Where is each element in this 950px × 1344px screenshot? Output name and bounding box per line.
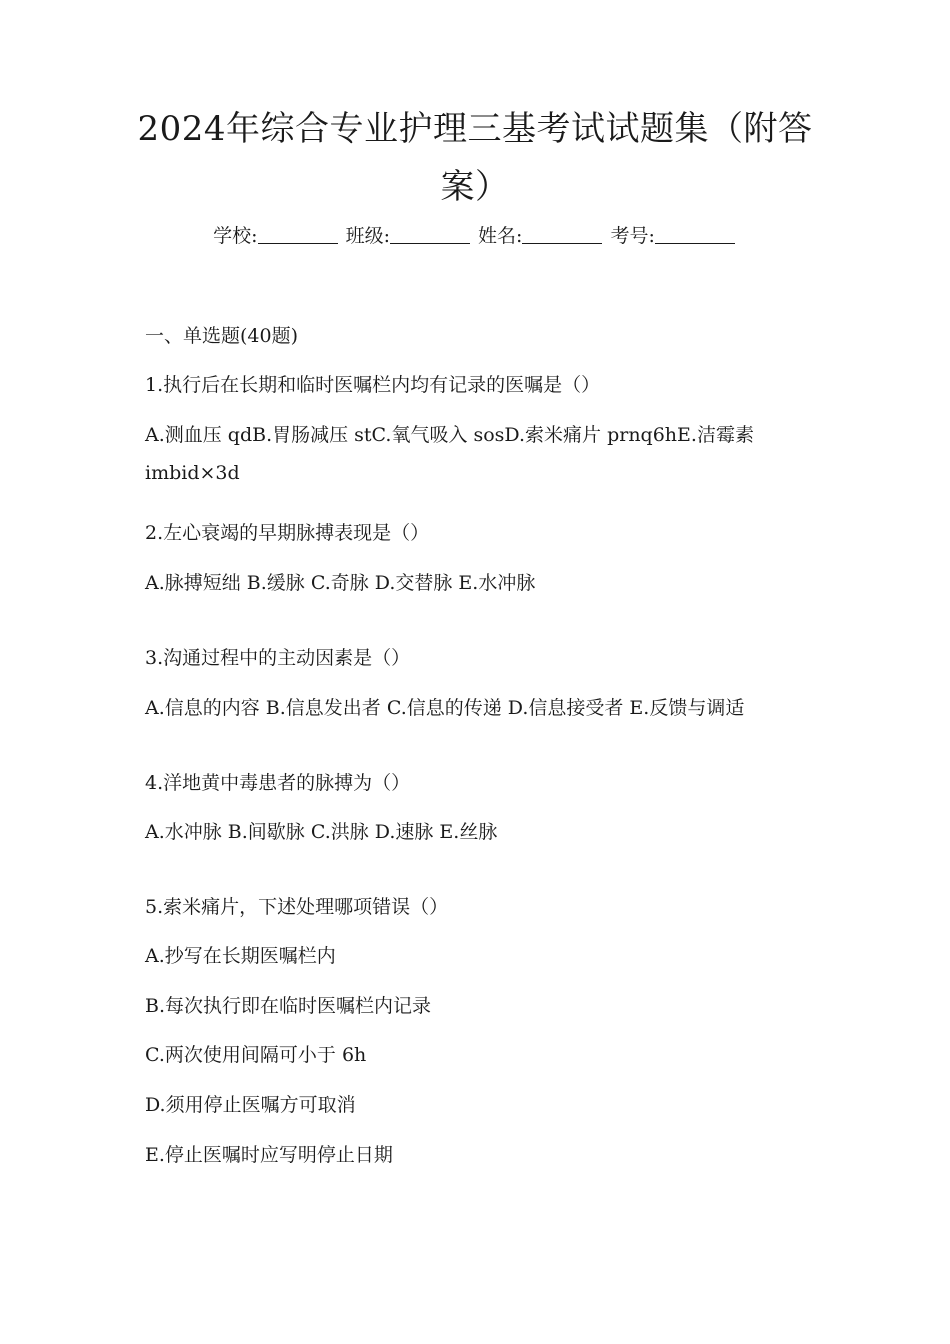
class-blank[interactable] (390, 223, 470, 244)
school-label: 学校: (213, 225, 258, 247)
question-2-options: A.脉搏短绌 B.缓脉 C.奇脉 D.交替脉 E.水冲脉 (145, 572, 536, 594)
section-heading: 一、单选题(40题) (145, 325, 299, 347)
question-5-stem: 5.索米痛片，下述处理哪项错误（） (145, 896, 449, 918)
question-4-options: A.水冲脉 B.间歇脉 C.洪脉 D.速脉 E.丝脉 (145, 821, 498, 843)
question-3-stem: 3.沟通过程中的主动因素是（） (145, 647, 411, 669)
class-label: 班级: (345, 225, 390, 247)
question-4-stem: 4.洋地黄中毒患者的脉搏为（） (145, 772, 411, 794)
question-5-option-a: A.抄写在长期医嘱栏内 (145, 945, 336, 967)
question-2-stem: 2.左心衰竭的早期脉搏表现是（） (145, 522, 430, 544)
question-5-option-d: D.须用停止医嘱方可取消 (145, 1094, 356, 1116)
document-title: 2024年综合专业护理三基考试试题集（附答案） (137, 109, 813, 207)
student-info-line (0, 222, 950, 250)
question-5-option-c: C.两次使用间隔可小于 6h (145, 1044, 367, 1066)
name-blank[interactable] (522, 223, 602, 244)
question-3-options: A.信息的内容 B.信息发出者 C.信息的传递 D.信息接受者 E.反馈与调适 (145, 697, 745, 719)
exam-number-label: 考号: (610, 225, 655, 247)
question-5-option-e: E.停止医嘱时应写明停止日期 (145, 1144, 393, 1166)
question-1-options: A.测血压 qdB.胃肠减压 stC.氧气吸入 sosD.索米痛片 prnq6hE.洁霉素 imbid×3d (145, 424, 754, 484)
name-label: 姓名: (478, 225, 523, 247)
question-1-stem: 1.执行后在长期和临时医嘱栏内均有记录的医嘱是（） (145, 374, 601, 396)
exam-number-blank[interactable] (655, 223, 735, 244)
question-5-option-b: B.每次执行即在临时医嘱栏内记录 (145, 995, 432, 1017)
school-blank[interactable] (258, 223, 338, 244)
